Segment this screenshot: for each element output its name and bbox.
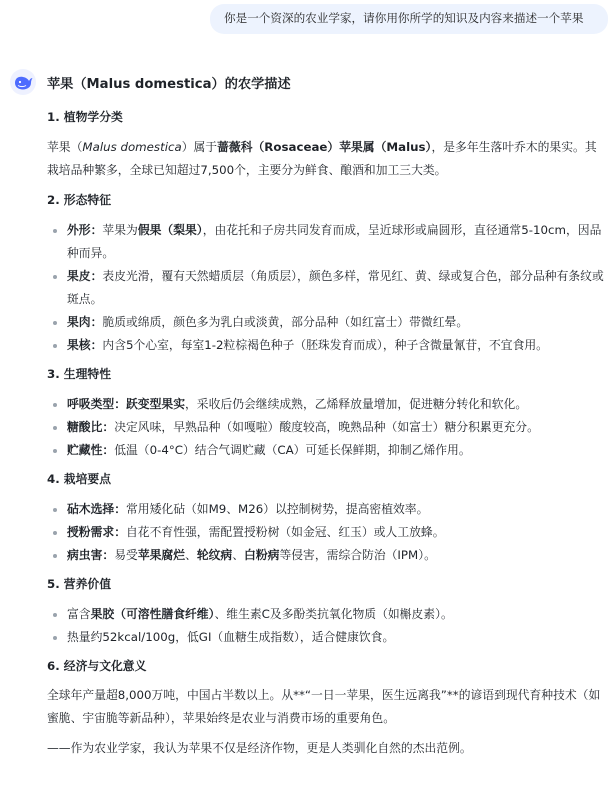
section-heading-nutrition: 5. 营养价值 — [47, 577, 111, 591]
physiology-list — [47, 393, 607, 462]
list-item — [47, 439, 607, 462]
text: 常用矮化砧（如M9、M26）以控制树势，提高密植效率。 — [126, 502, 429, 516]
text: ）属于 — [181, 140, 218, 154]
item-label: 贮藏性： — [67, 443, 115, 457]
whale-logo-icon — [10, 69, 36, 95]
item-label: 果皮： — [67, 269, 103, 283]
list-item — [47, 626, 607, 649]
item-label: 果核： — [67, 338, 103, 352]
list-item — [47, 498, 607, 521]
item-label: 外形： — [67, 223, 103, 237]
list-item — [47, 219, 607, 265]
text: ，采收后仍会继续成熟，乙烯释放量增加，促进糖分转化和软化。 — [185, 397, 528, 411]
text: 等侵害，需综合防治（IPM）。 — [279, 548, 436, 562]
list-item — [47, 393, 607, 416]
list-item — [47, 521, 607, 544]
closing-remark: ——作为农业学家，我认为苹果不仅是经济作物，更是人类驯化自然的杰出范例。 — [47, 741, 472, 755]
list-item — [47, 265, 607, 311]
economy-paragraph: 全球年产量超8,000万吨，中国占半数以上。从**“一日一苹果，医生远离我”**的谚语到现代育种技术（如蜜脆、宇宙脆等新品种），苹果始终是农业与消费市场的重要角色。 — [47, 688, 601, 725]
section-heading-morphology: 2. 形态特征 — [47, 193, 111, 207]
text: ，由花托和子房共同发育而成，呈近球形或扁圆形，直径通常5-10cm，因品种而异。 — [67, 223, 602, 260]
bold-text: 假果（梨果） — [137, 223, 203, 237]
text: 内含5个心室，每室1-2粒棕褐色种子（胚珠发育而成），种子含微量氰苷，不宜食用。 — [102, 338, 548, 352]
text: 、维生素C及多酚类抗氧化物质（如槲皮素）。 — [214, 607, 453, 621]
text: 脆质或绵质，颜色多为乳白或淡黄，部分品种（如红富士）带微红晕。 — [102, 315, 469, 329]
text: 、 — [232, 548, 245, 562]
section-heading-physiology: 3. 生理特性 — [47, 367, 111, 381]
answer-content — [47, 107, 607, 760]
bold-text: 跃变型果实 — [126, 397, 185, 411]
text: ，是多年生落叶乔木的果实。其栽培品种繁多，全球已知超过7,500个，主要分为鲜食、酿酒和加工三大类。 — [47, 140, 597, 177]
section-heading-classification: 1. 植物学分类 — [47, 110, 123, 124]
bold-text: 白粉病 — [244, 548, 280, 562]
text: 热量约52kcal/100g，低GI（血糖生成指数），适合健康饮食。 — [67, 630, 395, 644]
user-message-bubble — [210, 4, 608, 34]
item-label: 病虫害： — [67, 548, 115, 562]
bold-text: 蔷薇科（Rosaceae）苹果属（Malus） — [217, 140, 432, 154]
user-message-text: 你是一个资深的农业学家，请你用你所学的知识及内容来描述一个苹果 — [224, 11, 584, 25]
list-item — [47, 603, 607, 626]
text: 苹果为 — [102, 223, 138, 237]
bold-text: 苹果腐烂 — [137, 548, 186, 562]
section-heading-cultivation: 4. 栽培要点 — [47, 472, 111, 486]
text: 低温（0-4°C）结合气调贮藏（CA）可延长保鲜期，抑制乙烯作用。 — [114, 443, 471, 457]
item-label: 呼吸类型： — [67, 397, 126, 411]
list-item — [47, 544, 607, 567]
item-label: 果肉： — [67, 315, 103, 329]
italic-text: Malus domestica — [82, 140, 182, 154]
text: 易受 — [114, 548, 138, 562]
bold-text: 果胶（可溶性膳食纤维） — [90, 607, 215, 621]
list-item — [47, 416, 607, 439]
list-item — [47, 311, 607, 334]
text: 富含 — [67, 607, 91, 621]
list-item — [47, 334, 607, 357]
bold-text: 轮纹病 — [196, 548, 233, 562]
item-label: 糖酸比： — [67, 420, 115, 434]
section-heading-economy-culture: 6. 经济与文化意义 — [47, 659, 147, 673]
text: 自花不育性强，需配置授粉树（如金冠、红玉）或人工放蜂。 — [126, 525, 445, 539]
text: 苹果（ — [47, 140, 83, 154]
morphology-list — [47, 219, 607, 357]
text: 、 — [185, 548, 197, 562]
nutrition-list — [47, 603, 607, 649]
item-label: 授粉需求： — [67, 525, 126, 539]
classification-paragraph — [47, 136, 607, 182]
answer-title: 苹果（Malus domestica）的农学描述 — [47, 77, 291, 92]
assistant-avatar — [10, 69, 36, 95]
item-label: 砧木选择： — [67, 502, 126, 516]
cultivation-list — [47, 498, 607, 567]
text: 决定风味，早熟品种（如嘎啦）酸度较高，晚熟品种（如富士）糖分积累更充分。 — [114, 420, 539, 434]
text: 表皮光滑，覆有天然蜡质层（角质层），颜色多样，常见红、黄、绿或复合色，部分品种有条纹或斑点。 — [67, 269, 604, 306]
